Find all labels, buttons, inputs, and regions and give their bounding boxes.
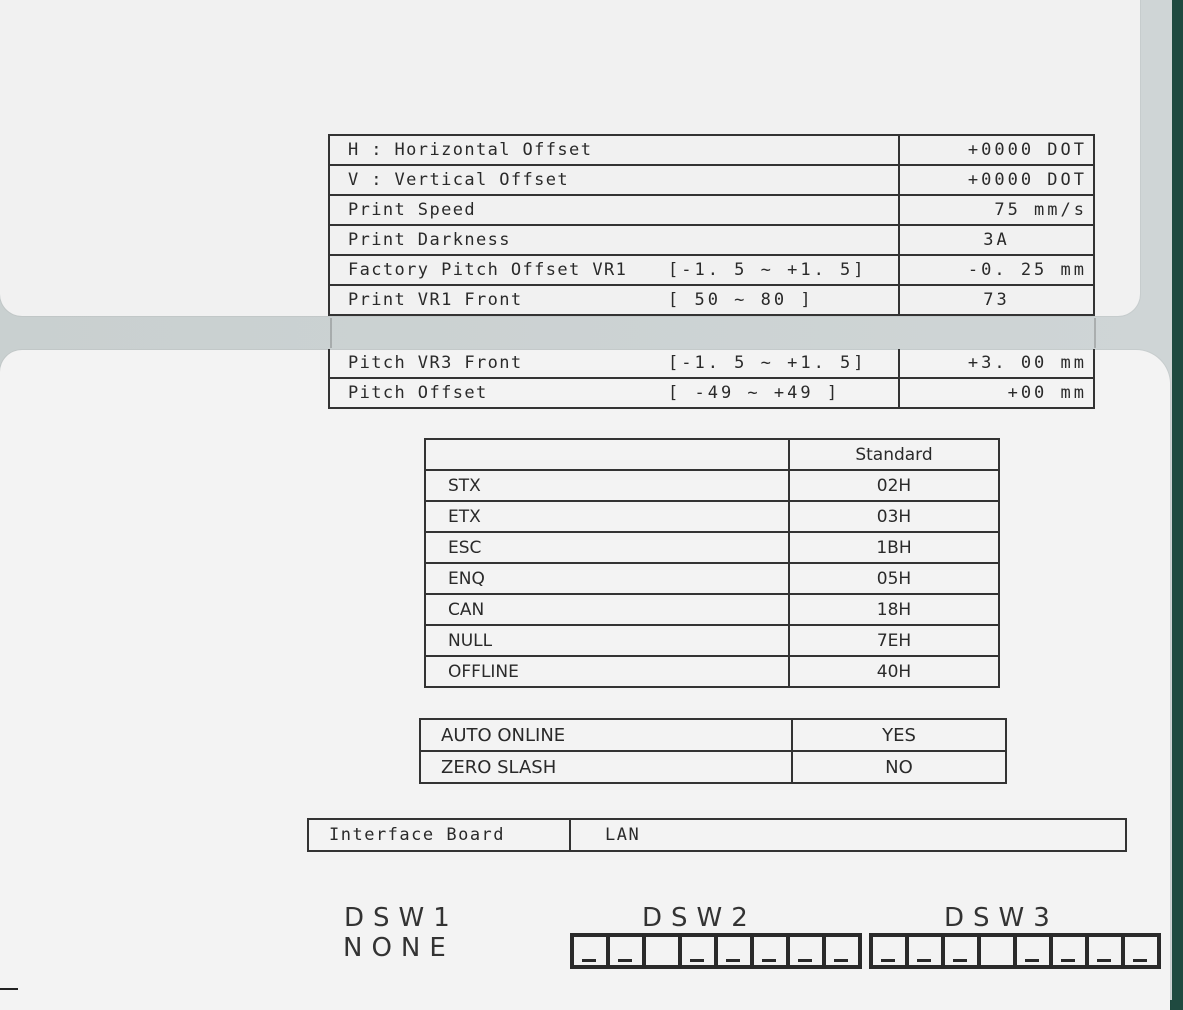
code-name: ENQ: [425, 563, 789, 594]
code-value: 18H: [789, 594, 999, 625]
edge-mark: [0, 988, 18, 990]
setting-value: +0000 DOT: [899, 135, 1094, 165]
setting-range: [668, 135, 899, 165]
dsw2-label: DSW2: [642, 903, 757, 933]
table-row: [329, 378, 1094, 408]
table-gap-between-labels: [330, 318, 1096, 348]
setting-name: Factory Pitch Offset VR1: [329, 255, 668, 285]
dip-switch-off: [608, 935, 644, 967]
table-row: [425, 532, 999, 563]
table-row: [425, 625, 999, 656]
code-value: 05H: [789, 563, 999, 594]
code-value: 1BH: [789, 532, 999, 563]
table-row: [329, 195, 1094, 225]
setting-range: [-1. 5 ~ +1. 5]: [668, 255, 899, 285]
interface-value: LAN: [605, 825, 641, 845]
column-header: Standard: [789, 439, 999, 470]
dip-switch-knob: [989, 934, 1003, 937]
option-name: AUTO ONLINE: [420, 719, 792, 751]
setting-name: Pitch VR3 Front: [329, 349, 668, 378]
table-row: [425, 563, 999, 594]
setting-value: 75 mm/s: [899, 195, 1094, 225]
options-table: [419, 718, 1007, 784]
dip-switch-knob: [582, 959, 596, 962]
dip-switch-knob: [917, 959, 931, 962]
dip-switch-knob: [1133, 959, 1147, 962]
table-row: [425, 470, 999, 501]
dip-switch-off: [680, 935, 716, 967]
code-name: CAN: [425, 594, 789, 625]
setting-name: Print Speed: [329, 195, 668, 225]
code-value: 40H: [789, 656, 999, 687]
dip-switch-off: [943, 935, 979, 967]
dip-switch-off: [1051, 935, 1087, 967]
dip-switch-knob: [762, 959, 776, 962]
setting-value: +00 mm: [899, 378, 1094, 408]
table-row: [420, 751, 1006, 783]
settings-table-top: [328, 134, 1095, 316]
table-row: [329, 285, 1094, 315]
dip-switch-off: [788, 935, 824, 967]
code-name: NULL: [425, 625, 789, 656]
setting-range: [-1. 5 ~ +1. 5]: [668, 349, 899, 378]
settings-table-bottom: [328, 349, 1095, 409]
table-row: [420, 719, 1006, 751]
table-row: [329, 255, 1094, 285]
setting-range: [ -49 ~ +49 ]: [668, 378, 899, 408]
code-value: 03H: [789, 501, 999, 532]
dip-switch-knob: [690, 959, 704, 962]
dip-switch-knob: [618, 959, 632, 962]
code-name: OFFLINE: [425, 656, 789, 687]
dip-switch-knob: [654, 934, 668, 937]
table-row: [425, 594, 999, 625]
setting-range: [ 50 ~ 80 ]: [668, 285, 899, 315]
interface-label: Interface Board: [309, 820, 571, 850]
setting-value: -0. 25 mm: [899, 255, 1094, 285]
table-row: [329, 225, 1094, 255]
dip-switch-off: [716, 935, 752, 967]
dsw3-switch-bank: [869, 933, 1161, 969]
code-name: ETX: [425, 501, 789, 532]
dip-switch-off: [572, 935, 608, 967]
dip-switch-knob: [798, 959, 812, 962]
dip-switch-off: [824, 935, 860, 967]
setting-name: V : Vertical Offset: [329, 165, 668, 195]
dsw1-label: DSW1: [344, 903, 459, 933]
setting-name: Pitch Offset: [329, 378, 668, 408]
setting-range: [668, 225, 899, 255]
dip-switch-off: [871, 935, 907, 967]
setting-value: 73: [899, 285, 1094, 315]
dsw3-label: DSW3: [944, 903, 1059, 933]
table-header-row: [425, 439, 999, 470]
dip-switch-knob: [1025, 959, 1039, 962]
setting-name: H : Horizontal Offset: [329, 135, 668, 165]
table-row: [329, 165, 1094, 195]
option-name: ZERO SLASH: [420, 751, 792, 783]
dip-switch-on: [979, 935, 1015, 967]
setting-name: Print VR1 Front: [329, 285, 668, 315]
code-name: ESC: [425, 532, 789, 563]
dip-switch-knob: [834, 959, 848, 962]
dip-switch-knob: [1097, 959, 1111, 962]
dip-switch-off: [907, 935, 943, 967]
dip-switch-knob: [953, 959, 967, 962]
interface-board-row: [307, 818, 1127, 852]
dip-switch-off: [1123, 935, 1159, 967]
dip-switch-off: [1015, 935, 1051, 967]
setting-value: +3. 00 mm: [899, 349, 1094, 378]
header-blank: [425, 439, 789, 470]
control-codes-table: [424, 438, 1000, 688]
code-value: 7EH: [789, 625, 999, 656]
dip-switch-off: [1087, 935, 1123, 967]
table-row: [329, 135, 1094, 165]
dsw1-value: NONE: [343, 933, 455, 963]
table-row: [329, 349, 1094, 378]
code-value: 02H: [789, 470, 999, 501]
setting-name: Print Darkness: [329, 225, 668, 255]
setting-range: [668, 195, 899, 225]
dsw2-switch-bank: [570, 933, 862, 969]
option-value: NO: [792, 751, 1006, 783]
setting-range: [668, 165, 899, 195]
setting-value: +0000 DOT: [899, 165, 1094, 195]
table-row: [425, 501, 999, 532]
dip-switch-off: [752, 935, 788, 967]
dip-switch-knob: [1061, 959, 1075, 962]
dip-switch-knob: [881, 959, 895, 962]
code-name: STX: [425, 470, 789, 501]
setting-value: 3A: [899, 225, 1094, 255]
table-row: [425, 656, 999, 687]
dip-switch-knob: [726, 959, 740, 962]
dip-switch-on: [644, 935, 680, 967]
option-value: YES: [792, 719, 1006, 751]
